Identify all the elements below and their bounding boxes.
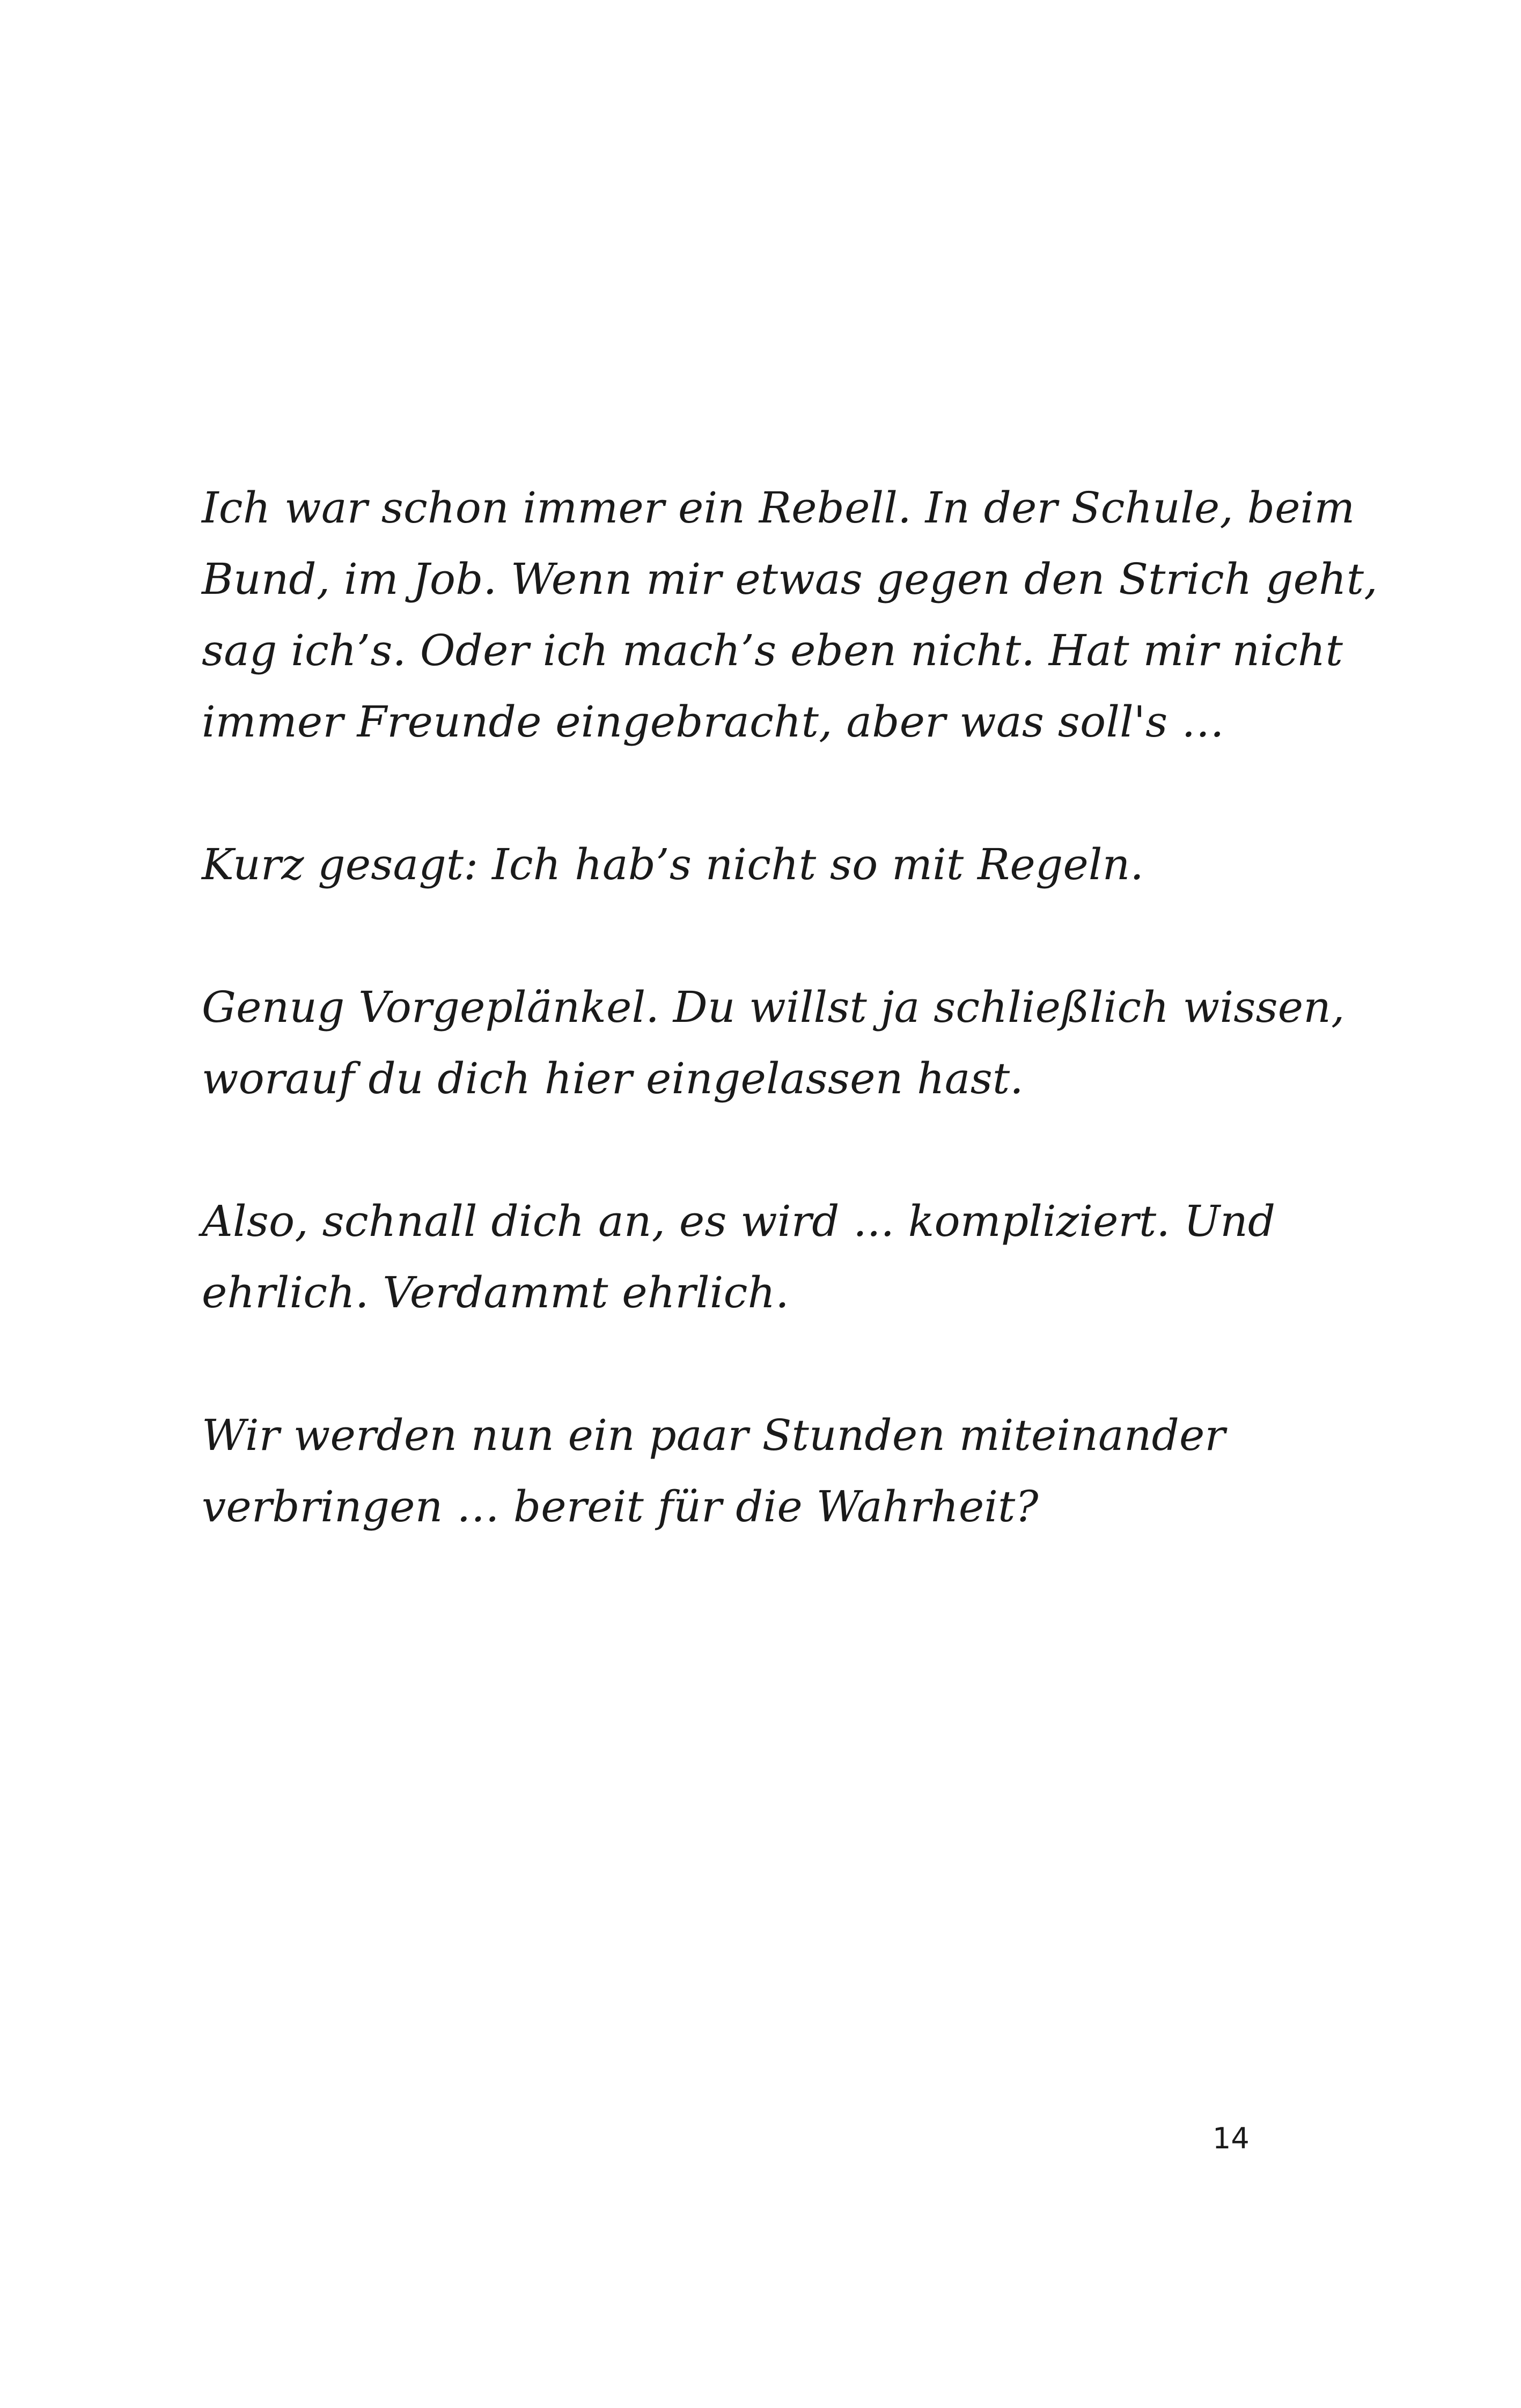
text-line: verbringen … bereit für die Wahrheit? (202, 1482, 1039, 1531)
text-line: ehrlich. Verdammt ehrlich. (202, 1268, 789, 1317)
text-line: immer Freunde eingebracht, aber was soll's … (202, 697, 1225, 747)
paragraph-1 (202, 472, 1378, 757)
page-number: 14 (1213, 2122, 1250, 2155)
paragraph-4 (202, 1185, 1285, 1328)
text-line: Kurz gesagt: Ich hab’s nicht so mit Regeln. (202, 840, 1144, 889)
paragraph-5 (202, 1400, 1285, 1542)
body-text (202, 472, 1378, 1542)
paragraph-2 (202, 829, 1285, 900)
text-line: worauf du dich hier eingelassen hast. (202, 1054, 1024, 1103)
paragraph-3 (202, 971, 1345, 1114)
text-line: Ich war schon immer ein Rebell. In der Schule, beim (202, 483, 1355, 533)
text-line: Bund, im Job. Wenn mir etwas gegen den Strich geht, (202, 554, 1378, 604)
text-line: sag ich’s. Oder ich mach’s eben nicht. Hat mir nicht (202, 625, 1343, 675)
text-line: Genug Vorgeplänkel. Du willst ja schließlich wissen, (202, 982, 1345, 1032)
text-line: Wir werden nun ein paar Stunden miteinander (202, 1410, 1225, 1460)
text-line: Also, schnall dich an, es wird ... kompliziert. Und (202, 1196, 1276, 1246)
